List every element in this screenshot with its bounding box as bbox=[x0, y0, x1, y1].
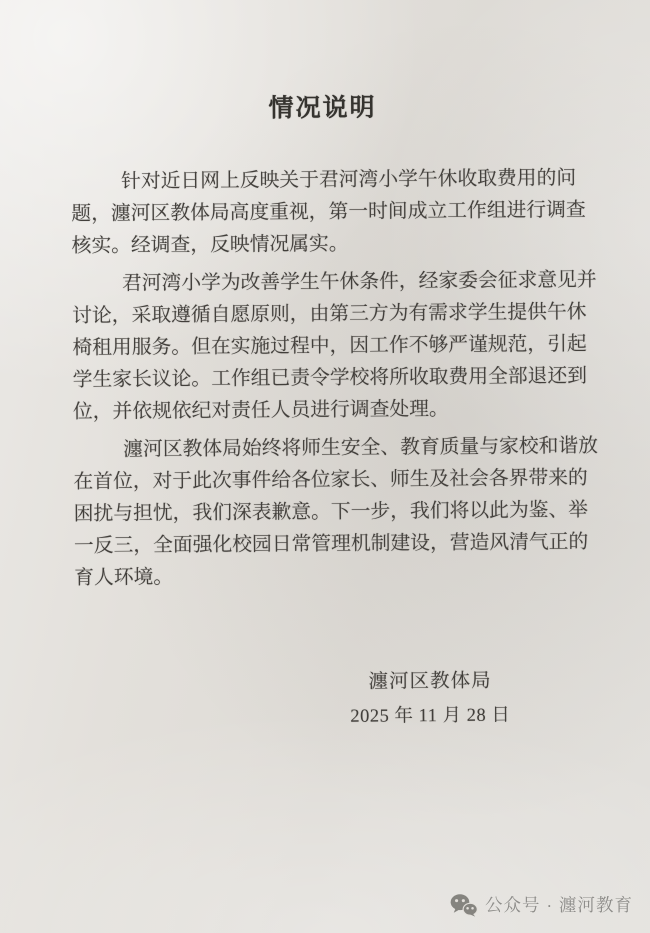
paragraph bbox=[72, 264, 595, 428]
paragraph bbox=[73, 430, 599, 594]
signature-block bbox=[290, 666, 570, 732]
text-line: 讨论，采取遵循自愿原则，由第三方为有需求学生提供午休 bbox=[72, 300, 587, 327]
watermark-label: 公众号 · 瀍河教育 bbox=[485, 895, 634, 915]
text-line: 育人环境。 bbox=[74, 566, 174, 589]
document-title: 情况说明 bbox=[268, 94, 377, 123]
text-line: 核实。经调查，反映情况属实。 bbox=[71, 232, 349, 257]
signature-org: 瀍河区教体局 bbox=[368, 670, 492, 693]
wechat-icon bbox=[449, 893, 478, 917]
text-line: 针对近日网上反映关于君河湾小学午休收取费用的问 bbox=[121, 167, 577, 193]
text-line: 学生家长议论。工作组已责令学校将所收取费用全部退还到 bbox=[72, 364, 588, 391]
text-line: 在首位，对于此次事件给各位家长、师生及社会各界带来的 bbox=[73, 466, 588, 493]
text-line: 瀍河区教体局始终将师生安全、教育质量与家校和谐放 bbox=[123, 434, 599, 461]
text-line: 椅租用服务。但在实施过程中，因工作不够严谨规范，引起 bbox=[72, 332, 587, 359]
paragraph bbox=[71, 162, 594, 262]
watermark bbox=[449, 892, 633, 917]
text-line: 困扰与担忧，我们深表歉意。下一步，我们将以此为鉴、举 bbox=[73, 498, 589, 525]
document-body bbox=[71, 162, 599, 600]
text-line: 一反三，全面强化校园日常管理机制建设，营造风清气正的 bbox=[73, 530, 589, 557]
text-line: 位，并依规依纪对责任人员进行调查处理。 bbox=[72, 398, 449, 423]
signature-date: 2025 年 11 月 28 日 bbox=[350, 705, 511, 727]
text-line: 题，瀍河区教体局高度重视，第一时间成立工作组进行调查 bbox=[71, 198, 586, 225]
text-line: 君河湾小学为改善学生午休条件，经家委会征求意见并 bbox=[121, 268, 597, 295]
